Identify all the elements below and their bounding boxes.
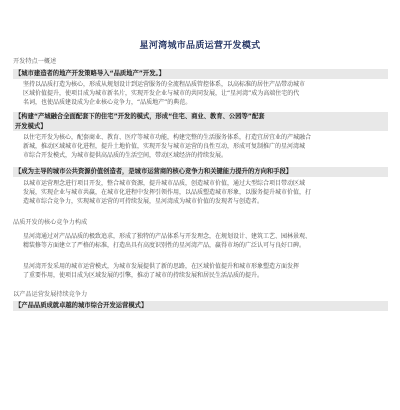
highlight-heading-product-quality bbox=[13, 301, 388, 311]
paragraph-operator bbox=[13, 179, 388, 207]
highlight-line: 【城市建造者的地产开发策略导入“品质地产”开发。】 bbox=[15, 70, 165, 77]
highlight-line: 开发模式】 bbox=[15, 122, 47, 130]
paragraph-line: 星河湾通过对产品品质的极致追求，形成了独特的产品体系与开发理念，在规划设计、建筑工艺、园林景观、 bbox=[23, 233, 312, 240]
paragraph-quality bbox=[13, 80, 388, 108]
highlight-heading-integration bbox=[13, 112, 388, 131]
paragraph-city-model bbox=[13, 262, 388, 280]
page-title: 星河湾城市品质运营开发模式 bbox=[139, 41, 261, 51]
paragraph-line: 以住宅开发为核心，配套商业、教育、医疗等城市功能，构建完整的生活服务体系，打造宜居宜业的产城融合 bbox=[23, 134, 312, 141]
paragraph-line: 区域价值提升，使项目成为城市新名片，实现开发企业与城市的共同发展，让“星河湾”成为高端住宅的代 bbox=[23, 90, 300, 98]
paragraph-line: 了重要作用，使项目成为区域发展的引擎，推动了城市的持续发展和居民生活品质的提升。 bbox=[23, 272, 264, 280]
paragraph-line: 名词，也使品质建设成为企业核心竞争力，“品质地产”的典范。 bbox=[23, 99, 192, 107]
paragraph-product bbox=[13, 232, 388, 250]
paragraph-line: 坚持以品质打造为核心，形成从规划设计到运营服务的全流程品质管控体系，以高标准的居住产品带动城市 bbox=[23, 81, 306, 88]
paragraph-line: 发展，实现企业与城市共赢，在城市化进程中发挥引领作用，以品质塑造城市形象，以服务提升城市价值，打 bbox=[23, 189, 312, 197]
paragraph-integration bbox=[13, 133, 388, 161]
paragraph-line: 市综合开发模式，为城市提供高品质的生活空间，带动区域经济的持续发展。 bbox=[23, 152, 228, 160]
paragraph-line: 精装修等方面建立了严格的标准，打造出具有高度识别性的星河湾产品，赢得市场的广泛认可与良好口碑。 bbox=[23, 242, 306, 250]
paragraph-line: 造城市综合竞争力，实现城市运营的可持续发展，星河湾成为城市价值的发现者与创造者。 bbox=[23, 198, 264, 206]
section-heading-competitiveness: 品质开发的核心竞争力构成 bbox=[13, 219, 88, 226]
highlight-line: 【构建“产城融合全面配套下的住宅”开发的模式，形成“住宅、商业、教育、公园等”配套 bbox=[15, 113, 265, 120]
highlight-heading-quality bbox=[13, 69, 388, 79]
highlight-heading-operator bbox=[13, 167, 388, 177]
section-heading-overview: 开发特点一概述 bbox=[13, 58, 57, 65]
paragraph-line: 新城，推动区域城市化进程，提升土地价值，实现开发与城市运营的良性互动，形成可复制推广的星河湾城 bbox=[23, 143, 306, 151]
highlight-line: 【产品品质成就卓越的城市综合开发运营模式】 bbox=[15, 302, 148, 309]
paragraph-line: 以城市运营理念进行项目开发，整合城市资源，提升城市品质，创造城市价值，通过大型综合项目带动区域 bbox=[23, 180, 306, 187]
highlight-line: 【成为主导的城市公共资源价值创造者，是城市运营商的核心竞争力和关键能力提升的方向和手段】 bbox=[15, 168, 293, 175]
section-heading-sustain: 以产品运营发展持续竞争力 bbox=[13, 291, 88, 298]
paragraph-line: 星河湾开发采用的城市运营模式，为城市发展提供了新的思路，在区域价值提升和城市形象塑造方面发挥 bbox=[23, 263, 300, 270]
